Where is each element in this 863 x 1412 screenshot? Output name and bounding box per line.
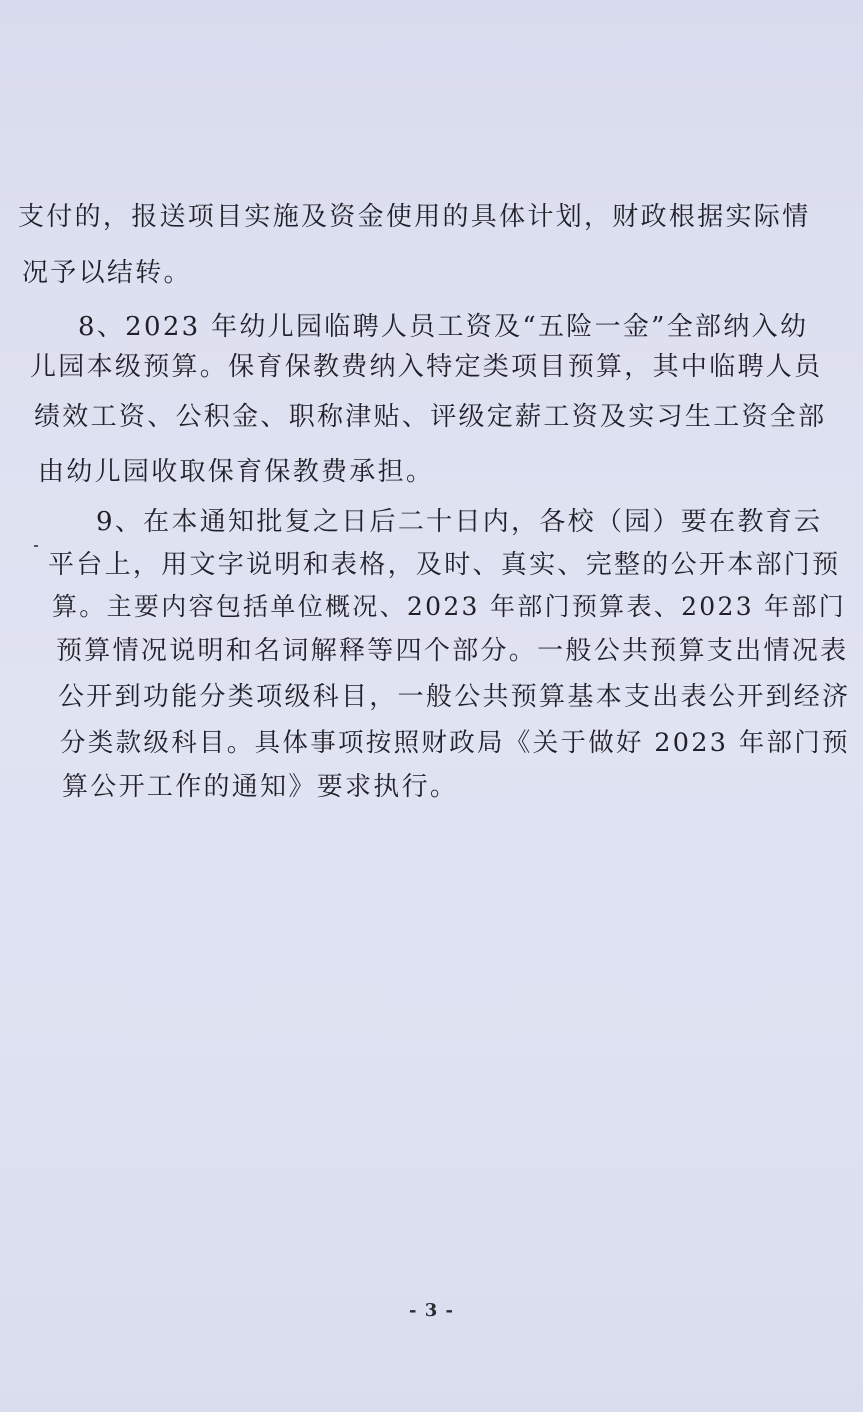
paragraph-9-line-4: 预算情况说明和名词解释等四个部分。一般公共预算支出情况表 [56,636,849,666]
paragraph-8-line-3: 绩效工资、公积金、职称津贴、评级定薪工资及实习生工资全部 [34,402,827,432]
paragraph-8-line-2: 儿园本级预算。保育保教费纳入特定类项目预算，其中临聘人员 [30,352,823,382]
text-line-2: 况予以结转。 [22,258,192,288]
paragraph-8-line-1: 8、2023 年幼儿园临聘人员工资及“五险一金”全部纳入幼 [78,312,809,342]
paragraph-9-line-7: 算公开工作的通知》要求执行。 [62,772,459,802]
paragraph-8-line-4: 由幼儿园收取保育保教费承担。 [38,457,435,487]
paragraph-9-line-6: 分类款级科目。具体事项按照财政局《关于做好 2023 年部门预 [60,728,850,758]
text-line-1: 支付的，报送项目实施及资金使用的具体计划，财政根据实际情 [18,202,811,232]
paragraph-9-line-3: 算。主要内容包括单位概况、2023 年部门预算表、2023 年部门 [52,592,847,621]
stray-mark [34,545,38,547]
paragraph-9-line-5: 公开到功能分类项级科目，一般公共预算基本支出表公开到经济 [58,682,851,712]
paragraph-9-line-1: 9、在本通知批复之日后二十日内，各校（园）要在教育云 [96,507,823,537]
paragraph-9-line-2: 平台上，用文字说明和表格，及时、真实、完整的公开本部门预 [48,550,841,580]
page-number: - 3 - [409,1300,454,1321]
